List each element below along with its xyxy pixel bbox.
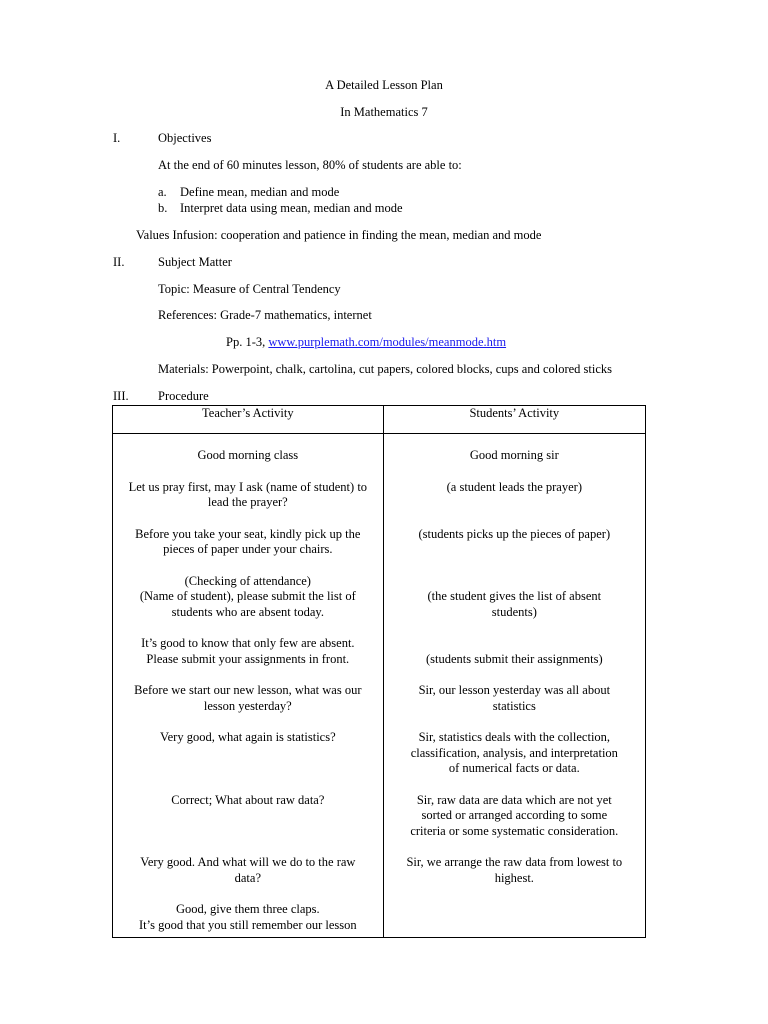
objective-marker: b. bbox=[158, 201, 168, 215]
students-activity-line: (the student gives the list of absent bbox=[427, 589, 602, 603]
teacher-activity-line: data? bbox=[234, 870, 261, 885]
students-activity-item bbox=[392, 574, 637, 621]
students-activity-item bbox=[392, 730, 637, 777]
students-activity-line: (students picks up the pieces of paper) bbox=[418, 526, 611, 541]
students-activity-line: Good morning sir bbox=[469, 448, 559, 462]
teacher-activity-line: lesson yesterday? bbox=[203, 698, 292, 713]
teacher-activity-header: Teacher’s Activity bbox=[113, 406, 384, 434]
section-heading-procedure: Procedure bbox=[158, 389, 209, 403]
teacher-activity-item bbox=[121, 636, 375, 667]
students-activity-line: (a student leads the prayer) bbox=[446, 479, 582, 494]
teacher-activity-item bbox=[121, 480, 375, 511]
students-activity-item bbox=[392, 448, 637, 464]
teacher-activity-item bbox=[121, 793, 375, 840]
section-heading-objectives: Objectives bbox=[158, 131, 212, 145]
students-activity-line: criteria or some systematic consideration. bbox=[410, 823, 619, 838]
subject-materials: Materials: Powerpoint, chalk, cartolina, cut papers, colored blocks, cups and colored sticks bbox=[158, 362, 613, 376]
teacher-activity-line: Before you take your seat, kindly pick up the bbox=[135, 526, 361, 541]
teacher-activity-line bbox=[121, 808, 375, 824]
teacher-activity-item bbox=[121, 730, 375, 777]
students-activity-item bbox=[392, 636, 637, 667]
teacher-activity-line: Before we start our new lesson, what was our bbox=[134, 683, 362, 697]
students-activity-line bbox=[392, 636, 637, 652]
students-activity-item bbox=[392, 480, 637, 511]
students-activity-line: students) bbox=[491, 604, 537, 619]
subject-pages bbox=[226, 335, 506, 351]
students-activity-line: Sir, raw data are data which are not yet bbox=[416, 792, 612, 807]
teacher-activity-line bbox=[121, 824, 375, 840]
students-activity-line bbox=[392, 542, 637, 558]
teacher-activity-line: pieces of paper under your chairs. bbox=[163, 542, 333, 556]
teacher-activity-item bbox=[121, 902, 375, 933]
students-activity-item bbox=[392, 855, 637, 886]
students-activity-line: Sir, our lesson yesterday was all about bbox=[418, 683, 611, 697]
procedure-body-row bbox=[113, 434, 646, 938]
teacher-activity-line: Good, give them three claps. bbox=[175, 902, 320, 916]
section-numeral-subject: II. bbox=[113, 255, 125, 269]
students-activity-item bbox=[392, 793, 637, 840]
students-activity-item bbox=[392, 902, 637, 933]
students-activity-line: statistics bbox=[492, 698, 536, 713]
section-numeral-procedure: III. bbox=[113, 389, 129, 403]
subject-topic: Topic: Measure of Central Tendency bbox=[158, 282, 341, 296]
subject-references: References: Grade-7 mathematics, internet bbox=[158, 308, 372, 322]
students-activity-line: of numerical facts or data. bbox=[448, 761, 580, 775]
document-title: A Detailed Lesson Plan bbox=[325, 78, 443, 92]
students-activity-line: Sir, we arrange the raw data from lowest to bbox=[406, 855, 623, 869]
students-activity-line bbox=[392, 918, 637, 934]
document-subtitle: In Mathematics 7 bbox=[340, 105, 428, 119]
teacher-activity-item bbox=[121, 855, 375, 886]
reference-link[interactable]: www.purplemath.com/modules/meanmode.htm bbox=[268, 335, 507, 349]
section-numeral-objectives: I. bbox=[113, 131, 121, 145]
teacher-activity-line: (Name of student), please submit the list of bbox=[139, 589, 356, 603]
teacher-activity-item bbox=[121, 448, 375, 464]
students-activity-line: (students submit their assignments) bbox=[425, 651, 603, 666]
teacher-activity-line: Very good. And what will we do to the raw bbox=[140, 855, 356, 869]
students-activity-line: Sir, statistics deals with the collection, bbox=[418, 730, 611, 744]
teacher-activity-line bbox=[121, 746, 375, 762]
teacher-activity-line: students who are absent today. bbox=[171, 604, 324, 619]
students-activity-column bbox=[383, 434, 645, 938]
teacher-activity-line: Very good, what again is statistics? bbox=[159, 730, 336, 744]
teacher-activity-column bbox=[113, 434, 384, 938]
teacher-activity-line: It’s good that you still remember our lesson bbox=[138, 917, 357, 932]
students-activity-line: highest. bbox=[494, 870, 534, 885]
students-activity-item bbox=[392, 683, 637, 714]
teacher-activity-line: Let us pray first, may I ask (name of student) to bbox=[128, 479, 368, 494]
students-activity-header: Students’ Activity bbox=[383, 406, 645, 434]
teacher-activity-line: lead the prayer? bbox=[207, 495, 288, 509]
teacher-activity-item bbox=[121, 527, 375, 558]
students-activity-line bbox=[392, 902, 637, 918]
teacher-activity-item bbox=[121, 574, 375, 621]
values-infusion: Values Infusion: cooperation and patience in finding the mean, median and mode bbox=[136, 228, 542, 242]
objectives-intro: At the end of 60 minutes lesson, 80% of students are able to: bbox=[158, 158, 462, 172]
procedure-table bbox=[112, 405, 646, 938]
teacher-activity-line: Correct; What about raw data? bbox=[171, 792, 325, 807]
teacher-activity-line: Please submit your assignments in front. bbox=[146, 651, 350, 666]
students-activity-line: classification, analysis, and interpretation bbox=[410, 745, 618, 760]
teacher-activity-line: It’s good to know that only few are absent. bbox=[141, 636, 355, 650]
teacher-activity-item bbox=[121, 683, 375, 714]
objective-marker: a. bbox=[158, 185, 167, 199]
pages-prefix: Pp. 1-3, bbox=[226, 335, 269, 349]
section-heading-subject: Subject Matter bbox=[158, 255, 232, 269]
objective-item: Define mean, median and mode bbox=[180, 185, 340, 199]
teacher-activity-line: Good morning class bbox=[197, 448, 299, 462]
students-activity-item bbox=[392, 527, 637, 558]
teacher-activity-line bbox=[121, 761, 375, 777]
procedure-header-row bbox=[113, 406, 646, 434]
students-activity-line bbox=[392, 574, 637, 590]
objective-item: Interpret data using mean, median and mode bbox=[180, 201, 403, 215]
students-activity-line bbox=[392, 495, 637, 511]
teacher-activity-line: (Checking of attendance) bbox=[184, 573, 311, 588]
students-activity-line: sorted or arranged according to some bbox=[421, 808, 608, 822]
